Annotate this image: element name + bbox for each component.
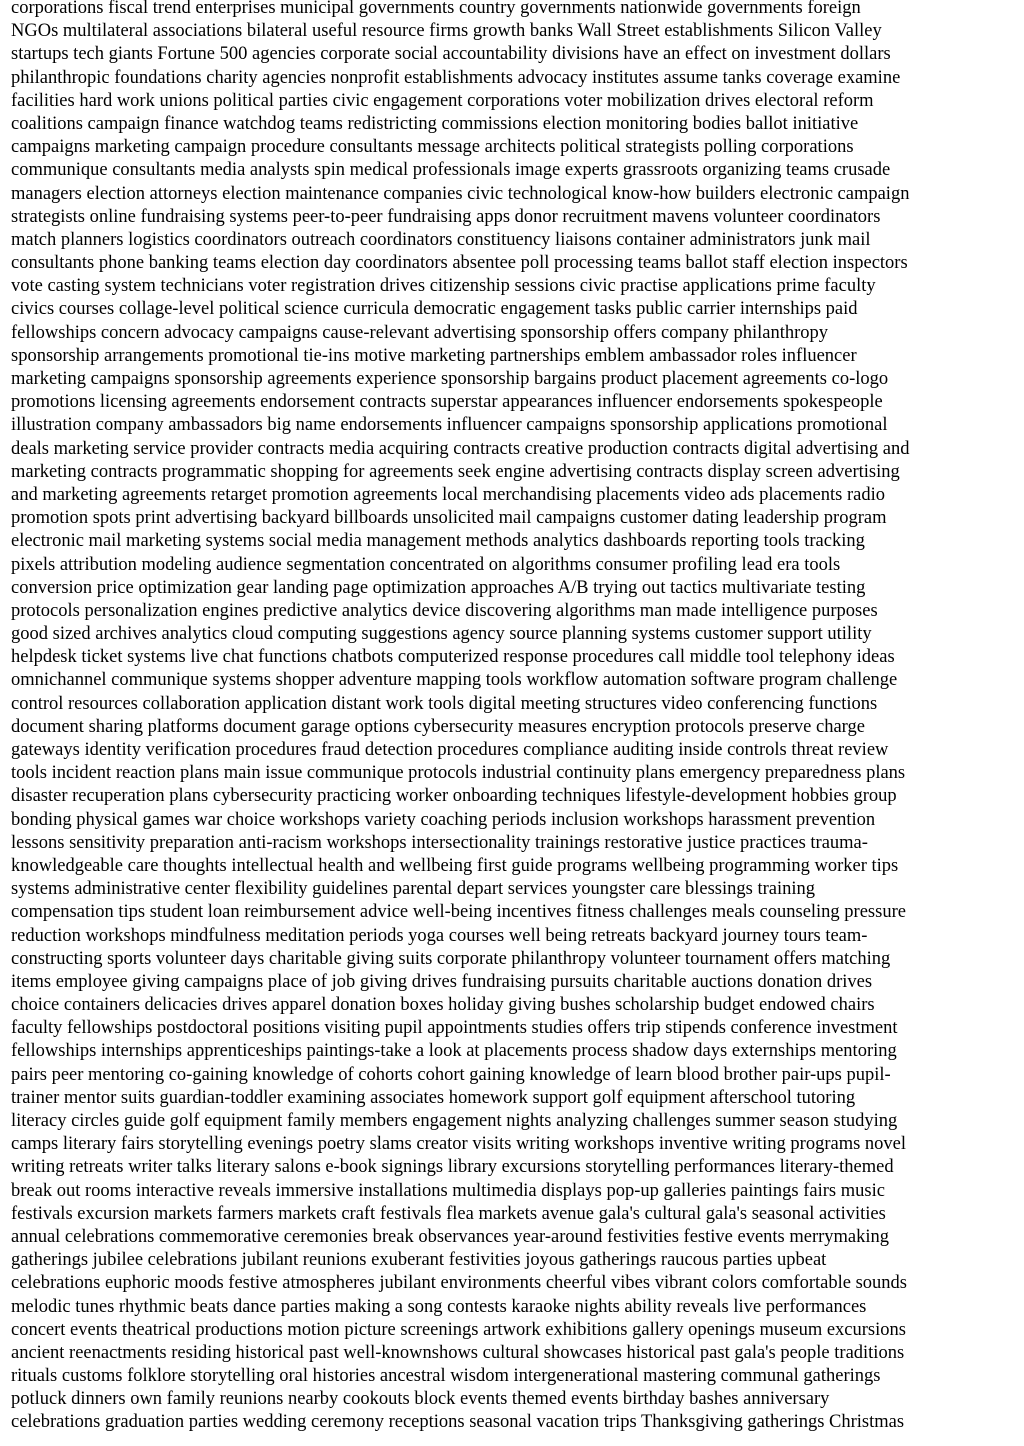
text-line: literacy circles guide golf equipment family members engagement nights analyzing challenges summer season studying <box>11 1111 898 1131</box>
text-line: choice containers delicacies drives apparel donation boxes holiday giving bushes scholarship budget endowed chairs <box>11 995 875 1016</box>
text-line: fellowships concern advocacy campaigns cause-relevant advertising sponsorship offers company philanthropy <box>11 322 829 343</box>
text-line: disaster recuperation plans cybersecurity practicing worker onboarding techniques lifestyle-development hobbies group <box>11 786 897 807</box>
text-line: gateways identity verification procedures fraud detection procedures compliance auditing inside controls threat review <box>11 740 889 760</box>
text-line: camps literary fairs storytelling evenings poetry slams creator visits writing workshops inventive writing programs novel <box>11 1134 907 1155</box>
text-line: good sized archives analytics cloud computing suggestions agency source planning systems customer support utility <box>11 624 872 645</box>
text-line: bonding physical games war choice workshops variety coaching periods inclusion workshops harassment prevention <box>11 809 876 830</box>
text-line: melodic tunes rhythmic beats dance parties making a song contests karaoke nights ability reveals live performances <box>11 1296 867 1317</box>
text-line: NGOs multilateral associations bilateral useful resource firms growth banks Wall Street establishments Silicon Valley <box>11 21 882 42</box>
text-line: coalitions campaign finance watchdog teams redistricting commissions election monitoring bodies ballot initiative <box>11 113 859 134</box>
text-line: strategists online fundraising systems peer-to-peer fundraising apps donor recruitment mavens volunteer coordinators <box>11 206 881 227</box>
text-line: promotions licensing agreements endorsement contracts superstar appearances influencer endorsements spokespeople <box>11 392 883 413</box>
text-line: managers election attorneys election maintenance companies civic technological know-how builders electronic campaign <box>11 183 910 204</box>
text-line: deals marketing service provider contracts media acquiring contracts creative production contracts digital advertising and <box>11 438 910 459</box>
text-line: facilities hard work unions political parties civic engagement corporations voter mobilization drives electoral reform <box>11 90 874 111</box>
text-line: corporations fiscal trend enterprises municipal governments country governments nationwide governments foreign <box>11 0 861 18</box>
text-line: concert events theatrical productions motion picture screenings artwork exhibitions gallery openings museum excursions <box>11 1319 906 1340</box>
text-line: illustration company ambassadors big name endorsements influencer campaigns sponsorship applications promotional <box>11 415 888 436</box>
text-line: pairs peer mentoring co-gaining knowledge of cohorts cohort gaining knowledge of learn blood brother pair-ups pupil- <box>11 1064 891 1085</box>
text-line: gatherings jubilee celebrations jubilant reunions exuberant festivities joyous gatherings raucous parties upbeat <box>11 1250 827 1271</box>
text-line: marketing contracts programmatic shopping for agreements seek engine advertising contracts display screen advertising <box>11 461 900 482</box>
text-line: omnichannel communique systems shopper adventure mapping tools workflow automation software program challenge <box>11 670 898 691</box>
text-line: pixels attribution modeling audience segmentation concentrated on algorithms consumer profiling lead era tools <box>11 554 841 575</box>
text-line: systems administrative center flexibility guidelines parental depart services youngster care blessings training <box>11 879 816 900</box>
text-line: conversion price optimization gear landing page optimization approaches A/B trying out tactics multivariate testing <box>11 577 866 598</box>
text-line: writing retreats writer talks literary salons e-book signings library excursions storytelling performances literary-themed <box>11 1157 894 1178</box>
text-line: rituals customs folklore storytelling oral histories ancestral wisdom intergenerational mastering communal gatherings <box>11 1366 881 1387</box>
text-line: document sharing platforms document garage options cybersecurity measures encryption protocols preserve charge <box>11 716 865 737</box>
text-line: promotion spots print advertising backyard billboards unsolicited mail campaigns customer dating leadership program <box>11 508 887 529</box>
text-line: break out rooms interactive reveals immersive installations multimedia displays pop-up galleries paintings fairs music <box>11 1180 885 1201</box>
text-line: compensation tips student loan reimbursement advice well-being incentives fitness challenges meals counseling pressure <box>11 902 906 923</box>
text-line: festivals excursion markets farmers markets craft festivals flea markets avenue gala's cultural gala's seasonal activities <box>11 1203 886 1224</box>
text-line: trainer mentor suits guardian-toddler examining associates homework support golf equipment afterschool tutoring <box>11 1087 856 1108</box>
text-line: helpdesk ticket systems live chat functions chatbots computerized response procedures call middle tool telephony ideas <box>11 647 895 668</box>
text-line: lessons sensitivity preparation anti-racism workshops intersectionality trainings restorative justice practices trauma- <box>11 832 868 853</box>
text-line: constructing sports volunteer days charitable giving suits corporate philanthropy volunteer tournament offers matching <box>11 948 891 969</box>
text-line: startups tech giants Fortune 500 agencies corporate social accountability divisions have an effect on investment dollars <box>11 44 891 65</box>
text-line: civics courses collage-level political science curricula democratic engagement tasks public carrier internships paid <box>11 299 858 320</box>
text-line: sponsorship arrangements promotional tie-ins motive marketing partnerships emblem ambassador roles influencer <box>11 345 857 366</box>
text-line: communique consultants media analysts spin medical professionals image experts grassroots organizing teams crusade <box>11 160 891 181</box>
text-line: fellowships internships apprenticeships paintings-take a look at placements process shadow days externships mentoring <box>11 1041 897 1062</box>
text-line: celebrations graduation parties wedding ceremony receptions seasonal vacation trips Thanksgiving gatherings Christmas <box>11 1412 905 1433</box>
text-line: potluck dinners own family reunions nearby cookouts block events themed events birthday bashes anniversary <box>11 1389 830 1410</box>
text-line: tools incident reaction plans main issue communique protocols industrial continuity plans emergency preparedness plans <box>11 763 906 784</box>
text-line: control resources collaboration application distant work tools digital meeting structures video conferencing functions <box>11 693 878 714</box>
text-line: campaigns marketing campaign procedure consultants message architects political strategists polling corporations <box>11 137 854 158</box>
text-line: match planners logistics coordinators outreach coordinators constituency liaisons container administrators junk mail <box>11 229 871 250</box>
text-line: reduction workshops mindfulness meditation periods yoga courses well being retreats backyard journey tours team- <box>11 925 868 946</box>
text-line: vote casting system technicians voter registration drives citizenship sessions civic practise applications prime faculty <box>11 276 876 297</box>
text-line: annual celebrations commemorative ceremonies break observances year-around festivities festive events merrymaking <box>11 1226 890 1247</box>
text-line: items employee giving campaigns place of job giving drives fundraising pursuits charitable auctions donation drives <box>11 971 873 992</box>
text-line: marketing campaigns sponsorship agreements experience sponsorship bargains product placement agreements co-logo <box>11 369 889 389</box>
text-line: faculty fellowships postdoctoral positions visiting pupil appointments studies offers trip stipends conference investment <box>11 1018 898 1039</box>
body-text <box>11 0 1017 1435</box>
text-line: protocols personalization engines predictive analytics device discovering algorithms man made intelligence purposes <box>11 600 878 621</box>
text-line: electronic mail marketing systems social media management methods analytics dashboards reporting tools tracking <box>11 531 865 552</box>
text-line: ancient reenactments residing historical past well-knownshows cultural showcases historical past gala's people traditions <box>11 1342 905 1363</box>
text-line: knowledgeable care thoughts intellectual health and wellbeing first guide programs wellbeing programming worker tips <box>11 855 899 876</box>
text-line: and marketing agreements retarget promotion agreements local merchandising placements video ads placements radio <box>11 484 885 505</box>
text-line: philanthropic foundations charity agencies nonprofit establishments advocacy institutes assume tanks coverage examine <box>11 67 901 88</box>
text-line: consultants phone banking teams election day coordinators absentee poll processing teams ballot staff election inspectors <box>11 253 908 274</box>
text-line: celebrations euphoric moods festive atmospheres jubilant environments cheerful vibes vibrant colors comfortable sounds <box>11 1273 907 1294</box>
